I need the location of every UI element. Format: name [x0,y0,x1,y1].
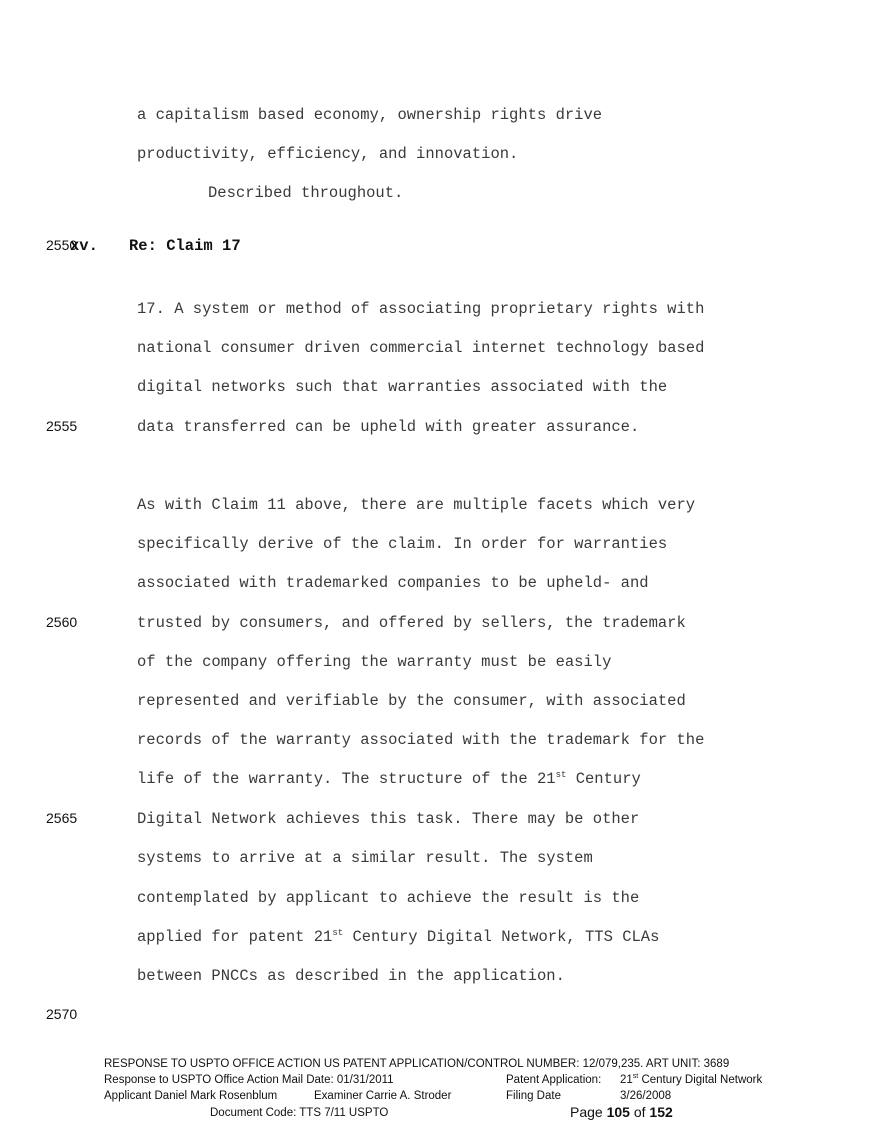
para-line: Digital Network achieves this task. There may be other [137,810,640,828]
footer-filing-date: 3/26/2008 [620,1090,672,1102]
line-number: 2570 [46,1006,78,1022]
section-number: xv. [70,237,98,255]
footer-line-1: RESPONSE TO USPTO OFFICE ACTION US PATENT APPLICATION/CONTROL NUMBER: 12/079,235. ART UNIT: 3689 [104,1058,730,1070]
footer-text: Century Digital Network [638,1074,763,1086]
para-line: systems to arrive at a similar result. The system [137,849,593,867]
page-label: Page [570,1104,607,1120]
footer-patent-label: Patent Application: [506,1074,602,1086]
page-total: 152 [649,1104,673,1120]
claim-line: 17. A system or method of associating proprietary rights with [137,300,705,318]
page-number: 105 [606,1104,630,1120]
superscript: st [632,1073,639,1081]
line-number: 2565 [46,810,78,826]
footer-examiner: Examiner Carrie A. Stroder [314,1090,452,1102]
para-line: records of the warranty associated with the trademark for the [137,731,705,749]
para-line: of the company offering the warranty must be easily [137,653,612,671]
para-line: associated with trademarked companies to be upheld- and [137,574,649,592]
body-line: productivity, efficiency, and innovation. [137,145,519,163]
line-number: 2555 [46,418,78,434]
footer-applicant: Applicant Daniel Mark Rosenblum [104,1090,278,1102]
para-line [137,770,641,788]
body-line: Described throughout. [208,184,404,202]
para-line: As with Claim 11 above, there are multiple facets which very [137,496,696,514]
para-line [137,928,659,946]
footer-text: 21 [620,1074,633,1086]
footer-patent-title [620,1074,762,1086]
line-number: 2560 [46,614,78,630]
footer-filing-label: Filing Date [506,1090,561,1102]
page-indicator [570,1104,673,1120]
body-line: a capitalism based economy, ownership rights drive [137,106,603,124]
para-text: Century [566,770,641,788]
claim-line: national consumer driven commercial internet technology based [137,339,705,357]
para-text: life of the warranty. The structure of the 21 [137,770,556,788]
para-line: specifically derive of the claim. In order for warranties [137,535,668,553]
para-text: Century Digital Network, TTS CLAs [343,928,660,946]
para-text: applied for patent 21 [137,928,333,946]
para-line: between PNCCs as described in the application. [137,967,565,985]
para-line: represented and verifiable by the consumer, with associated [137,692,686,710]
superscript: st [332,927,344,938]
section-title: Re: Claim 17 [129,237,241,255]
claim-line: digital networks such that warranties associated with the [137,378,668,396]
footer-mail-date: Response to USPTO Office Action Mail Date: 01/31/2011 [104,1074,394,1086]
footer-doc-code: Document Code: TTS 7/11 USPTO [210,1107,389,1119]
para-line: contemplated by applicant to achieve the result is the [137,889,640,907]
line-number: 2550 [46,237,78,253]
claim-line: data transferred can be upheld with greater assurance. [137,418,640,436]
para-line: trusted by consumers, and offered by sellers, the trademark [137,614,686,632]
page-of: of [629,1104,650,1120]
superscript: st [555,769,567,780]
